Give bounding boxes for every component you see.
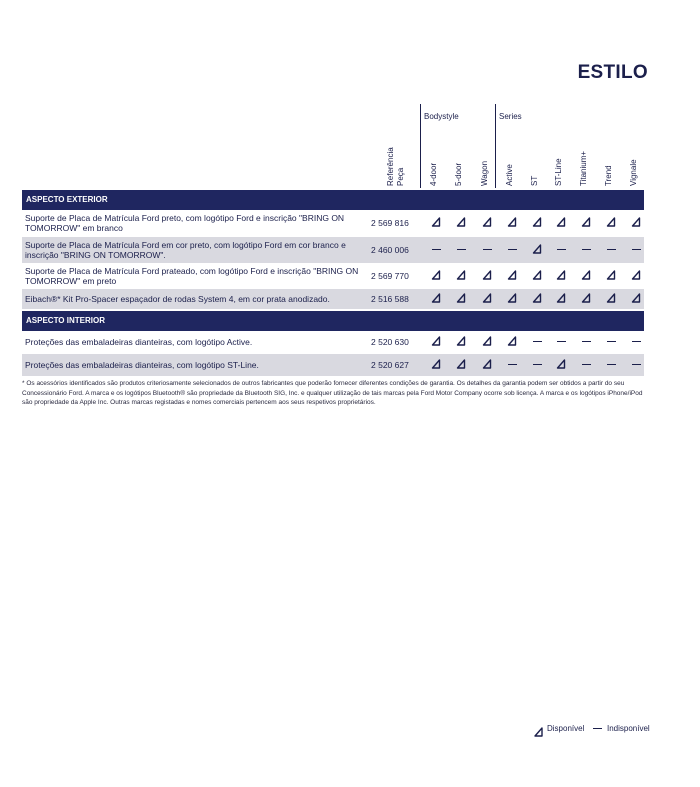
available-icon bbox=[553, 270, 569, 282]
table-row bbox=[22, 331, 644, 353]
table-row bbox=[22, 289, 644, 309]
row-reference: 2 460 006 bbox=[371, 245, 409, 255]
available-icon bbox=[529, 217, 545, 229]
available-icon bbox=[428, 293, 444, 305]
available-icon bbox=[553, 359, 569, 371]
table-row bbox=[22, 354, 644, 376]
row-reference: 2 520 630 bbox=[371, 337, 409, 347]
row-reference: 2 569 816 bbox=[371, 218, 409, 228]
series-group-label: Series bbox=[499, 112, 522, 121]
unavailable-icon bbox=[529, 359, 545, 371]
legend-available-icon bbox=[533, 724, 544, 742]
ref-header-line2: Peça bbox=[396, 167, 405, 186]
available-icon bbox=[479, 293, 495, 305]
available-icon bbox=[428, 359, 444, 371]
available-icon bbox=[428, 217, 444, 229]
available-icon bbox=[578, 217, 594, 229]
available-icon bbox=[628, 270, 644, 282]
row-reference: 2 520 627 bbox=[371, 360, 409, 370]
available-icon bbox=[479, 336, 495, 348]
row-reference: 2 516 588 bbox=[371, 294, 409, 304]
legend-available-label: Disponível bbox=[547, 724, 585, 733]
row-description: Suporte de Placa de Matrícula Ford preto, com logótipo Ford e inscrição "BRING ON TOMORROW" em branco bbox=[25, 213, 345, 233]
row-reference: 2 569 770 bbox=[371, 271, 409, 281]
available-icon bbox=[504, 293, 520, 305]
unavailable-icon bbox=[504, 359, 520, 371]
table-row bbox=[22, 237, 644, 263]
row-description: Proteções das embaladeiras dianteiras, com logótipo Active. bbox=[25, 337, 253, 347]
legend-unavailable-label: Indisponível bbox=[607, 724, 650, 733]
available-icon bbox=[453, 217, 469, 229]
section-header: ASPECTO EXTERIOR bbox=[22, 190, 644, 210]
col-header-st-line: ST-Line bbox=[554, 158, 563, 186]
available-icon bbox=[603, 293, 619, 305]
series-divider bbox=[495, 104, 496, 188]
available-icon bbox=[479, 270, 495, 282]
available-icon bbox=[603, 270, 619, 282]
available-icon bbox=[578, 270, 594, 282]
unavailable-icon bbox=[578, 359, 594, 371]
unavailable-icon bbox=[603, 336, 619, 348]
available-icon bbox=[479, 359, 495, 371]
table-row bbox=[22, 210, 644, 236]
available-icon bbox=[628, 293, 644, 305]
col-header-wagon: Wagon bbox=[480, 160, 489, 186]
unavailable-icon bbox=[428, 244, 444, 256]
row-description: Suporte de Placa de Matrícula Ford em cor preto, com logótipo Ford em cor branco e inscrição "BRING ON TOMORROW". bbox=[25, 240, 346, 260]
available-icon bbox=[529, 270, 545, 282]
unavailable-icon bbox=[603, 359, 619, 371]
unavailable-icon bbox=[529, 336, 545, 348]
row-description: Proteções das embaladeiras dianteiras, com logótipo ST-Line. bbox=[25, 360, 259, 370]
col-header-active: Active bbox=[505, 164, 514, 186]
available-icon bbox=[628, 217, 644, 229]
bodystyle-divider bbox=[420, 104, 421, 188]
available-icon bbox=[428, 270, 444, 282]
available-icon bbox=[453, 359, 469, 371]
unavailable-icon bbox=[453, 244, 469, 256]
available-icon bbox=[578, 293, 594, 305]
available-icon bbox=[553, 217, 569, 229]
legend-unavailable-icon bbox=[593, 728, 602, 729]
unavailable-icon bbox=[628, 336, 644, 348]
available-icon bbox=[529, 293, 545, 305]
available-icon bbox=[529, 244, 545, 256]
available-icon bbox=[479, 217, 495, 229]
col-header-vignale: Vignale bbox=[629, 159, 638, 186]
col-header-trend: Trend bbox=[604, 165, 613, 186]
available-icon bbox=[453, 270, 469, 282]
unavailable-icon bbox=[578, 244, 594, 256]
unavailable-icon bbox=[628, 244, 644, 256]
available-icon bbox=[428, 336, 444, 348]
unavailable-icon bbox=[479, 244, 495, 256]
col-header-5-door: 5-door bbox=[454, 162, 463, 186]
col-header-titanium: Titanium+ bbox=[579, 150, 588, 186]
unavailable-icon bbox=[578, 336, 594, 348]
table-row bbox=[22, 263, 644, 289]
bodystyle-group-label: Bodystyle bbox=[424, 112, 459, 121]
available-icon bbox=[453, 293, 469, 305]
row-description: Eibach®* Kit Pro-Spacer espaçador de rodas System 4, em cor prata anodizado. bbox=[25, 294, 330, 304]
unavailable-icon bbox=[628, 359, 644, 371]
available-icon bbox=[504, 217, 520, 229]
available-icon bbox=[553, 293, 569, 305]
page-title: ESTILO bbox=[577, 62, 648, 83]
available-icon bbox=[453, 336, 469, 348]
ref-header-line1: Referência bbox=[386, 147, 395, 186]
row-description: Suporte de Placa de Matrícula Ford prateado, com logótipo Ford e inscrição "BRING ON TOMORROW" em preto bbox=[25, 266, 359, 286]
footnote: * Os acessórios identificados são produtos criteriosamente selecionados de outros fabricantes que poderão fornecer diferentes condições de garantia. Os detalhes da garantia podem ser obtidos a partir do seu Concessionário Ford. A marca e os logótipos Bluetooth® são propriedade da Bluetooth SIG, Inc. e qualquer utilização de tais marcas pela Ford Motor Company ocorre sob licença. A marca e os logótipos iPhone/iPod são propriedade da Apple Inc. Outras marcas registadas e nomes comerciais pertencem aos seus respetivos proprietários. bbox=[22, 380, 643, 406]
unavailable-icon bbox=[603, 244, 619, 256]
col-header-4-door: 4-door bbox=[429, 162, 438, 186]
unavailable-icon bbox=[504, 244, 520, 256]
unavailable-icon bbox=[553, 244, 569, 256]
unavailable-icon bbox=[553, 336, 569, 348]
available-icon bbox=[504, 270, 520, 282]
col-header-st: ST bbox=[530, 175, 539, 186]
section-header: ASPECTO INTERIOR bbox=[22, 311, 644, 331]
available-icon bbox=[603, 217, 619, 229]
available-icon bbox=[504, 336, 520, 348]
